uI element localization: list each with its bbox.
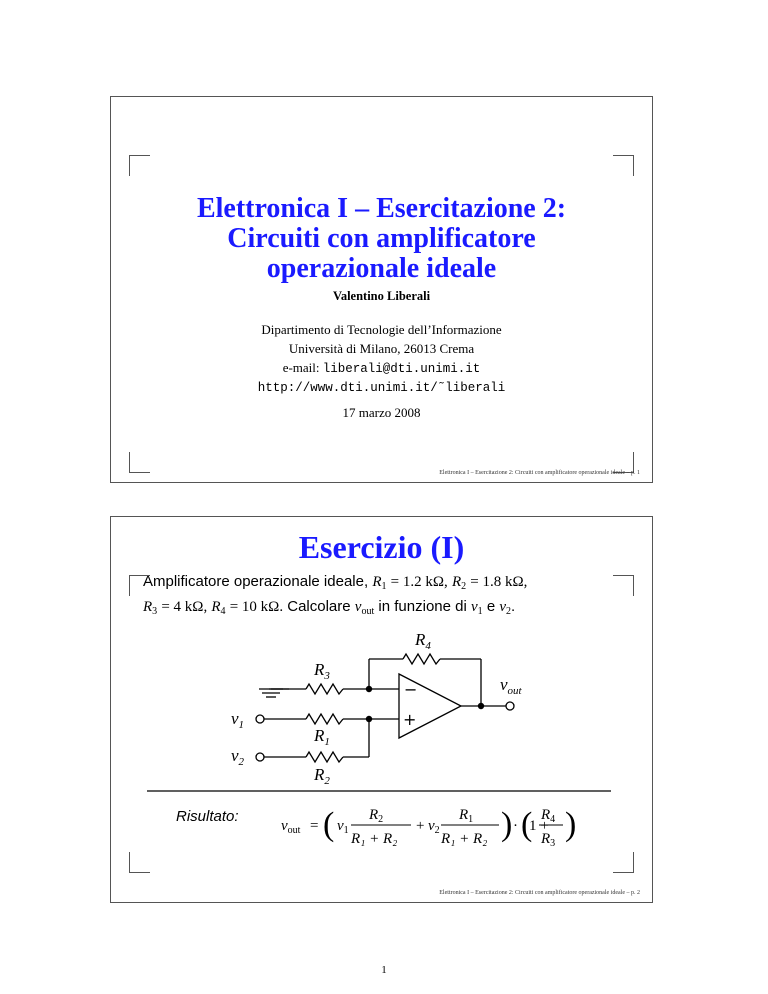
page-number: 1 [381,964,387,976]
title-line-1: Elettronica I – Esercitazione 2: [196,193,567,224]
slide-footer: Elettronica I – Esercitazione 2: Circuiti con amplificatore operazionale ideale – p. 2 [439,890,640,896]
email-link[interactable]: liberali@dti.unimi.it [322,362,481,376]
r1-label: $R_1$ [314,726,330,748]
svg-text:1 +: 1 + [529,818,549,834]
result-label: Risultato: [176,808,239,825]
r4-value: = 10 kΩ. [229,599,284,615]
v1-label: $v_1$ [231,709,245,731]
node-dot [478,703,484,709]
r2-value: = 1.8 kΩ, [470,574,528,590]
svg-text:=: = [310,818,319,834]
email-line [111,358,652,379]
date: 17 marzo 2008 [342,405,421,420]
and-text: e [486,598,496,615]
v1-terminal [256,715,264,723]
svg-text:): ) [501,806,513,843]
svg-text:R2: $R_2$ [369,807,384,825]
r2-resistor [306,752,343,762]
svg-text:R1: $R_1$ [459,807,474,825]
svg-text:(: ( [323,806,335,843]
title-line-3: operazionale ideale [266,253,497,284]
affiliation-line-2: Università di Milano, 26013 Crema [288,341,475,356]
svg-text:+: + [416,818,425,834]
svg-text:v1: $v_1$ [337,818,349,836]
svg-text:(: ( [521,806,533,843]
r3-value: = 4 kΩ, [161,599,208,615]
calc-text: Calcolare [287,598,351,615]
r1-value: = 1.2 kΩ, [390,574,448,590]
opamp-circuit-diagram [111,517,654,904]
svg-text:R₁ + R₂: R₁ + R₂ [441,831,488,847]
svg-text:R₁ + R₂: R₁ + R₂ [351,831,398,847]
affiliation [111,320,652,398]
svg-text:v2: $v_2$ [428,818,440,836]
r3-symbol: $R_3$ [143,599,158,617]
affiliation-line-1: Dipartimento di Tecnologie dell’Informazione [261,322,502,337]
vout-symbol: $v_{out}$ [354,599,375,617]
opamp-minus: − [404,680,418,699]
opamp-plus: + [403,710,417,729]
title-slide [110,96,653,483]
slide-title: Esercizio (I) [298,529,465,565]
r4-resistor [403,654,440,664]
v1-symbol: $v_1$ [471,599,483,617]
slide-footer: Elettronica I – Esercitazione 2: Circuiti con amplificatore operazionale ideale – p. 1 [439,470,640,476]
crop-mark-top-right [613,155,634,176]
problem-statement: Amplificatore operazionale ideale, $R_1 = 1.2$ kΩ, $R_2 = 1.8$ kΩ, $R_3 = 4$ kΩ, $R_4 = 10$ kΩ. Calcolare $v_{out}$ in funzione di $v_1$ e $v_2$. [143,573,528,617]
result-formula [281,806,576,849]
exercise-slide [110,516,653,903]
r3-resistor [306,684,343,694]
svg-text:vout: $v_{out}$ [281,818,301,836]
v2-symbol: $v_2$ [499,599,512,617]
slide-title [111,194,652,284]
vout-label: $v_{out}$ [500,675,522,697]
v2-label: $v_2$ [231,746,245,768]
svg-text:): ) [565,806,577,843]
r3-label: $R_3$ [314,660,330,682]
author-name: Valentino Liberali [332,289,431,303]
r4-label: $R_4$ [415,630,431,652]
frac3-num: $R_4$ [541,807,556,825]
email-label: e-mail: [282,360,320,375]
problem-intro: Amplificatore operazionale ideale, [143,573,369,590]
svg-text:R3: $R_3$ [541,831,556,849]
r4-symbol: $R_4$ [211,599,226,617]
r1-symbol: $R_1$ [372,574,387,592]
title-line-2: Circuiti con amplificatore [227,223,536,254]
svg-text:·: · [513,818,518,834]
r1-resistor [306,714,343,724]
node-dot [366,716,372,722]
r2-label: $R_2$ [314,765,330,787]
v2-terminal [256,753,264,761]
r2-symbol: $R_2$ [451,574,467,592]
homepage-link[interactable]: http://www.dti.unimi.it/˜liberali [257,381,506,395]
crop-mark-bottom-left [129,452,150,473]
node-dot [366,686,372,692]
crop-mark-top-left [129,155,150,176]
function-text: in funzione di [378,598,467,615]
vout-terminal [506,702,514,710]
